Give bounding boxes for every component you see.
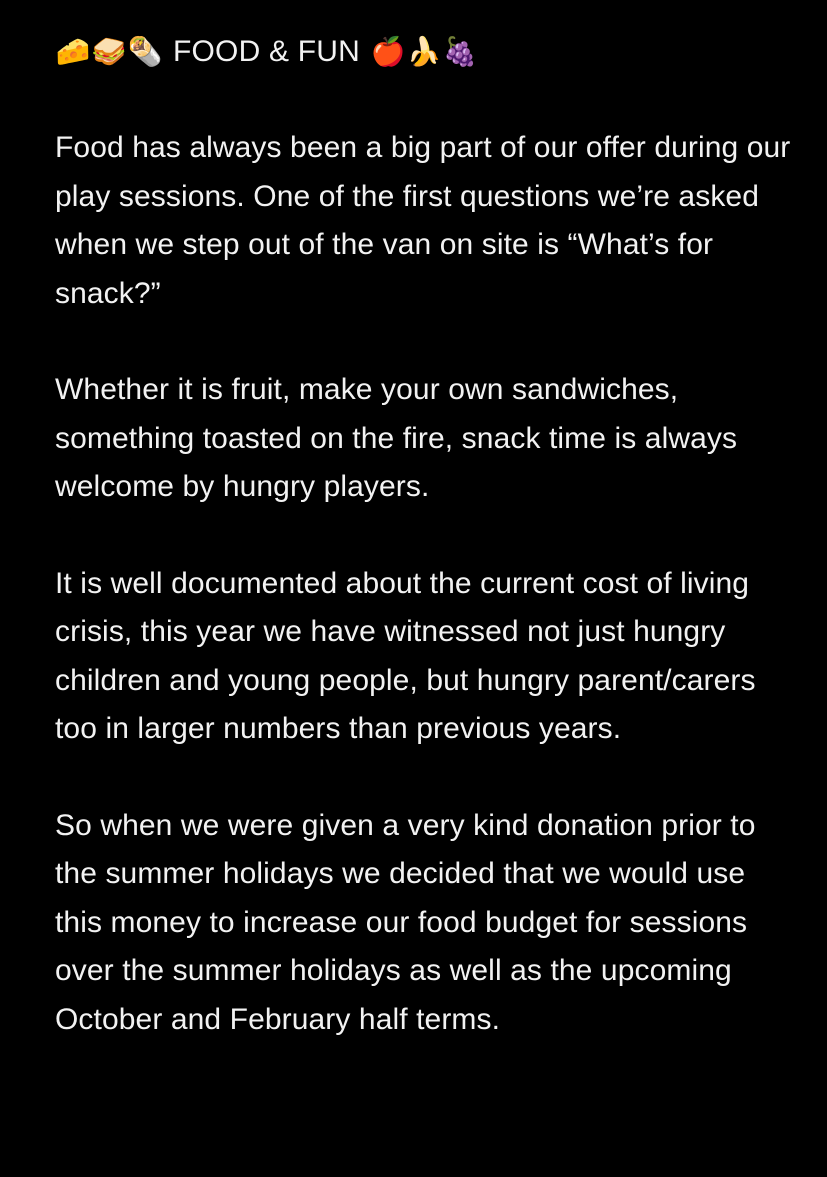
note-body [55,28,795,1044]
sandwich-icon: 🥪 [91,35,127,68]
cheese-icon: 🧀 [55,35,91,68]
burrito-icon: 🌯 [127,35,163,68]
paragraph-snack: Whether it is fruit, make your own sandwiches, something toasted on the fire, snack time is always welcome by hungry players. [55,373,738,503]
paragraph-intro: Food has always been a big part of our offer during our play sessions. One of the first questions we’re asked when we step out of the van on site is “What’s for snack?” [55,131,791,310]
grapes-icon: 🍇 [442,35,478,68]
title-text: FOOD & FUN [173,35,360,68]
apple-icon: 🍎 [370,35,406,68]
banana-icon: 🍌 [406,35,442,68]
paragraph-donation: So when we were given a very kind donation prior to the summer holidays we decided that we would use this money to increase our food budget for sessions over the summer holidays as well as the upcoming October and February half terms. [55,808,756,1036]
note-title [55,28,795,76]
paragraph-cost-of-living: It is well documented about the current cost of living crisis, this year we have witnessed not just hungry children and young people, but hungry parent/carers too in larger numbers than previous years. [55,566,756,745]
